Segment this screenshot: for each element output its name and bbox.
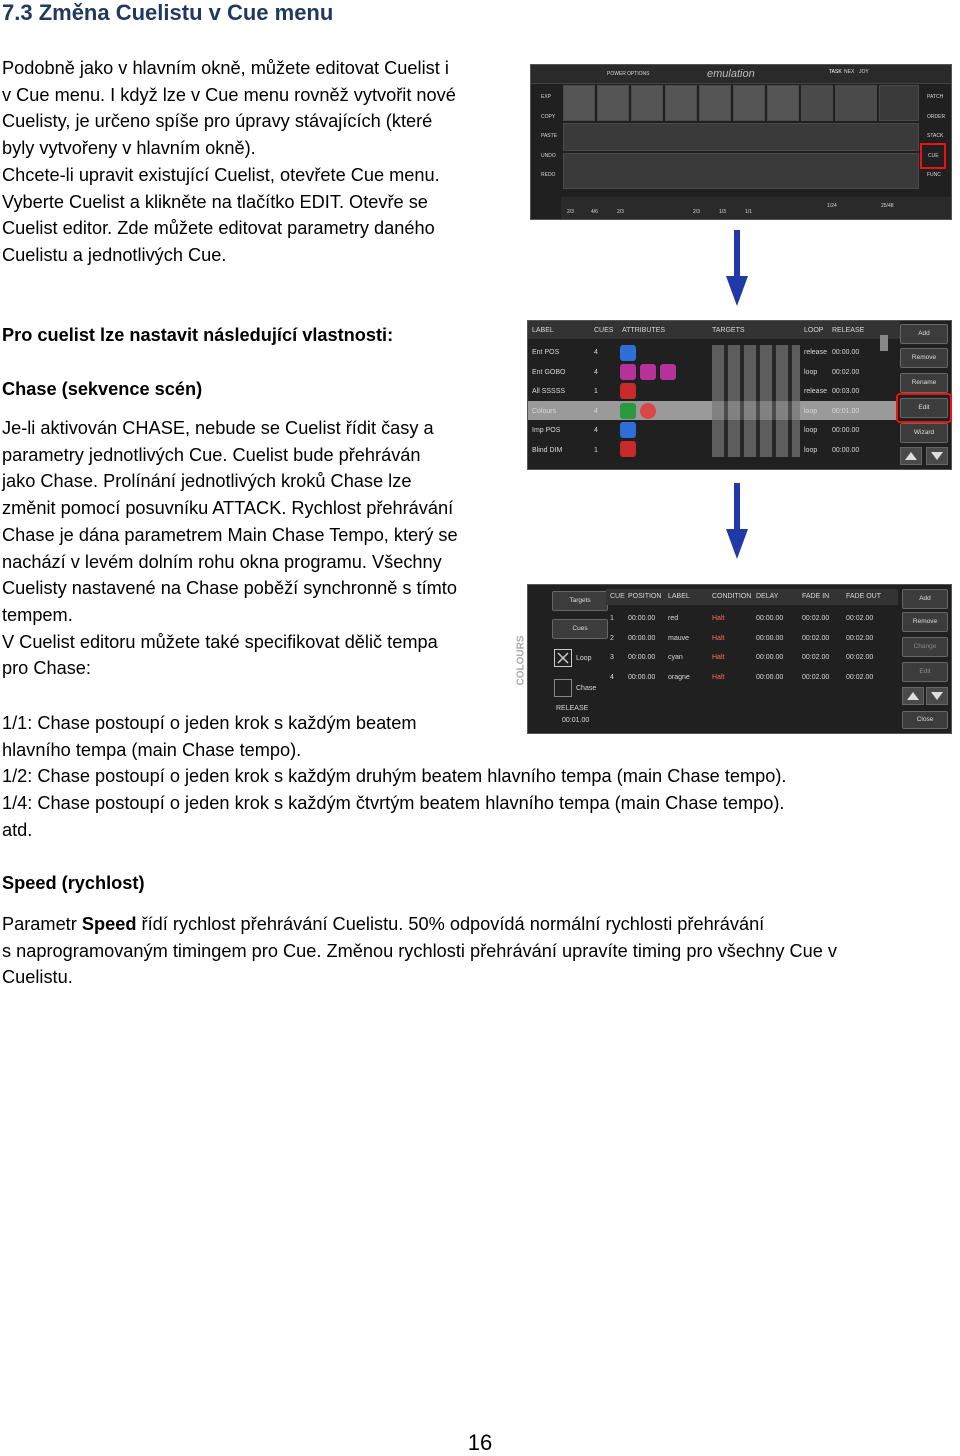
chase-line: parametry jednotlivých Cue. Cuelist bude přehráván: [2, 444, 421, 465]
properties-heading: Pro cuelist lze nastavit následující vlastnosti:: [2, 325, 394, 345]
add-button[interactable]: Add: [900, 324, 948, 344]
dimmer-icon: [620, 441, 636, 457]
release-value[interactable]: 00:01.00: [562, 717, 590, 724]
release-label: RELEASE: [556, 705, 589, 712]
edit-button[interactable]: Edit: [900, 398, 948, 418]
position-icon: [620, 422, 636, 438]
cue-row[interactable]: 2 00:00.00 mauve Halt 00:00.00 00:02.00 00:02.00: [610, 634, 874, 642]
intro-line: Cuelistu a jednotlivých Cue.: [2, 244, 227, 265]
speed-heading: Speed (rychlost): [2, 873, 145, 893]
cue-cell[interactable]: [631, 85, 663, 121]
cue-row-empty[interactable]: [563, 153, 919, 189]
cue-cell[interactable]: [563, 85, 595, 121]
cuelist-row[interactable]: Ent POS 4 release 00:00.00: [532, 349, 860, 356]
down-arrow-icon: [724, 230, 750, 306]
col-targets: TARGETS: [712, 327, 745, 334]
tab-power[interactable]: POWER: [607, 71, 626, 77]
cue-grid: [561, 85, 919, 195]
gobo-icon: [620, 364, 636, 380]
loop-label: Loop: [576, 655, 592, 662]
intro-line: v Cue menu. I když lze v Cue menu rovněž vytvořit nové: [2, 84, 456, 105]
tab-options[interactable]: OPTIONS: [627, 71, 650, 77]
remove-button[interactable]: Remove: [900, 348, 948, 368]
colour-icon: [620, 403, 636, 419]
col-cues: CUES: [594, 327, 614, 334]
cue-row[interactable]: 1 00:00.00 red Halt 00:00.00 00:02.00 00:02.00: [610, 615, 874, 622]
cuelist-row-selected[interactable]: Colours 4 loop 00:01.00: [532, 407, 860, 415]
cue-cell[interactable]: [699, 85, 731, 121]
up-arrow-icon[interactable]: [900, 447, 922, 465]
cue-row[interactable]: 4 00:00.00 oragne Halt 00:00.00 00:02.00 00:02.00: [610, 673, 874, 681]
playback-value: 4/6: [591, 209, 598, 215]
chase-line: nachází v levém dolním rohu okna programu. Všechny: [2, 551, 442, 572]
chase-heading: Chase (sekvence scén): [2, 379, 203, 399]
col-label: LABEL: [532, 327, 554, 334]
intro-line: Cuelisty, je určeno spíše pro úpravy stávajících (které: [2, 111, 433, 132]
gobo-icon: [660, 364, 676, 380]
tab-nex[interactable]: NEX: [844, 69, 855, 75]
cue-table-header: CUE POSITION LABEL CONDITION DELAY FADE IN FADE OUT: [606, 589, 898, 605]
cue-cell[interactable]: [733, 85, 765, 121]
cue-cell[interactable]: [597, 85, 629, 121]
edit-button[interactable]: Edit: [902, 662, 948, 682]
position-icon: [620, 345, 636, 361]
cuelist-row[interactable]: Imp POS 4 loop 00:00.00: [532, 427, 860, 434]
func-button[interactable]: FUNC: [927, 172, 941, 178]
cue-cell[interactable]: [665, 85, 697, 121]
col-release: RELEASE: [832, 327, 865, 334]
divider-line: hlavního tempa (main Chase tempo).: [2, 739, 302, 760]
top-bar: [531, 65, 951, 84]
cuelist-row[interactable]: Blind DIM 1 loop 00:00.00: [532, 446, 860, 454]
divider-line: atd.: [2, 819, 33, 840]
redo-button[interactable]: REDO: [541, 172, 556, 178]
paste-button[interactable]: PASTE: [541, 133, 558, 139]
chase-line: Je-li aktivován CHASE, nebude se Cuelist řídit časy a: [2, 418, 434, 438]
chase-label: Chase: [576, 685, 597, 692]
cue-menu-screenshot: [530, 64, 952, 220]
speed-paragraph: [2, 911, 837, 991]
playback-value: 1/3: [719, 209, 726, 215]
page-number: 16: [467, 1430, 493, 1455]
exp-button[interactable]: EXP: [541, 94, 552, 100]
patch-button[interactable]: PATCH: [927, 94, 944, 100]
playback-value: 2/3: [567, 209, 574, 215]
up-arrow-icon[interactable]: [902, 687, 924, 705]
cue-cell[interactable]: [801, 85, 833, 121]
edit-highlight-box: [896, 393, 952, 423]
divider-line: 1/4: Chase postoupí o jeden krok s každým čtvrtým beatem hlavního tempa (main Chase tempo).: [2, 793, 785, 814]
order-button[interactable]: ORDER: [927, 114, 946, 120]
down-arrow-icon[interactable]: [926, 687, 948, 705]
colour-wheel-icon: [640, 403, 656, 419]
intro-line: Cuelist editor. Zde můžete editovat parametry daného: [2, 218, 435, 239]
add-button[interactable]: Add: [902, 589, 948, 609]
chase-line: V Cuelist editoru můžete také specifikovat dělič tempa: [2, 631, 438, 652]
cuelist-name-vertical: COLOURS: [515, 635, 527, 686]
intro-paragraph: [2, 55, 456, 269]
cuelist-header: [528, 321, 900, 339]
cuelist-editor-screenshot: [515, 584, 952, 734]
targets-button[interactable]: Targets: [552, 591, 608, 611]
section-heading: 7.3 Změna Cuelistu v Cue menu: [2, 0, 334, 25]
cue-row[interactable]: 3 00:00.00 cyan Halt 00:00.00 00:02.00 00:02.00: [610, 654, 874, 661]
speed-line: Cuelistu.: [2, 967, 73, 988]
undo-button[interactable]: UNDO: [541, 153, 556, 159]
page-range: 25/48: [881, 203, 894, 209]
speed-term: Speed: [81, 914, 137, 934]
down-arrow-icon[interactable]: [926, 447, 948, 465]
chase-paragraph: [2, 415, 458, 682]
page-range: 1/24: [827, 203, 837, 209]
cue-table-rows: [606, 609, 898, 689]
change-button[interactable]: Change: [902, 637, 948, 657]
cue-row-empty[interactable]: [563, 123, 919, 151]
chase-line: Cuelisty nastavené na Chase poběží synchronně s tímto: [2, 578, 457, 599]
playback-value: 2/3: [617, 209, 624, 215]
chase-checkbox[interactable]: [554, 679, 572, 697]
cue-button[interactable]: CUE: [928, 153, 939, 159]
cue-highlight-box: [920, 143, 946, 169]
intro-line: Chcete-li upravit existující Cuelist, otevřete Cue menu.: [2, 164, 440, 185]
chase-line: jako Chase. Prolínání jednotlivých kroků Chase lze: [2, 471, 412, 492]
cuelist-row[interactable]: All SSSSS 1 release 00:03.00: [532, 388, 860, 395]
chase-line: Chase je dána parametrem Main Chase Tempo, který se: [2, 524, 458, 545]
rename-button[interactable]: Rename: [900, 373, 948, 393]
intro-line: Vyberte Cuelist a klikněte na tlačítko EDIT. Otevře se: [2, 191, 428, 212]
chase-line: pro Chase:: [2, 658, 91, 679]
close-button[interactable]: Close: [902, 711, 948, 729]
loop-checkbox[interactable]: [554, 649, 572, 667]
divider-line: 1/1: Chase postoupí o jeden krok s každým beatem: [2, 713, 417, 733]
chase-line: tempem.: [2, 604, 73, 625]
tab-joy[interactable]: JOY: [859, 69, 869, 75]
bottom-bar: [561, 197, 951, 219]
tab-task[interactable]: TASK: [829, 69, 842, 75]
strobe-icon: [620, 383, 636, 399]
cue-cell[interactable]: [835, 85, 877, 121]
cue-cell[interactable]: [879, 85, 919, 121]
intro-line: Podobně jako v hlavním okně, můžete editovat Cuelist i: [2, 58, 449, 78]
remove-button[interactable]: Remove: [902, 612, 948, 632]
speed-line: Parametr Speed řídí rychlost přehrávání Cuelistu. 50% odpovídá normální rychlosti přehrávání: [2, 914, 765, 934]
cue-cell[interactable]: [767, 85, 799, 121]
scrollbar-handle[interactable]: [880, 335, 888, 351]
intro-line: byly vytvořeny v hlavním okně).: [2, 138, 256, 159]
playback-value: 1/1: [745, 209, 752, 215]
chase-line: změnit pomocí posuvníku ATTACK. Rychlost přehrávání: [2, 498, 454, 519]
speed-line: s naprogramovaným timingem pro Cue. Změnou rychlosti přehrávání upravíte timing pro všechny Cue v: [2, 940, 837, 961]
divider-line: 1/2: Chase postoupí o jeden krok s každým druhým beatem hlavního tempa (main Chase tempo).: [2, 766, 787, 787]
gobo-icon: [640, 364, 656, 380]
col-attributes: ATTRIBUTES: [622, 327, 666, 334]
brand-logo: emulation: [707, 68, 755, 80]
playback-value: 2/3: [693, 209, 700, 215]
copy-button[interactable]: COPY: [541, 114, 556, 120]
targets-thumbnails: [712, 345, 800, 457]
cues-button[interactable]: Cues: [552, 619, 608, 639]
stack-button[interactable]: STACK: [927, 133, 944, 139]
wizard-button[interactable]: Wizard: [900, 423, 948, 443]
cuelist-list-screenshot: [527, 320, 952, 470]
col-loop: LOOP: [804, 327, 824, 334]
cuelist-row[interactable]: Ent GOBO 4 loop 00:02.00: [532, 368, 860, 376]
down-arrow-icon: [724, 483, 750, 559]
